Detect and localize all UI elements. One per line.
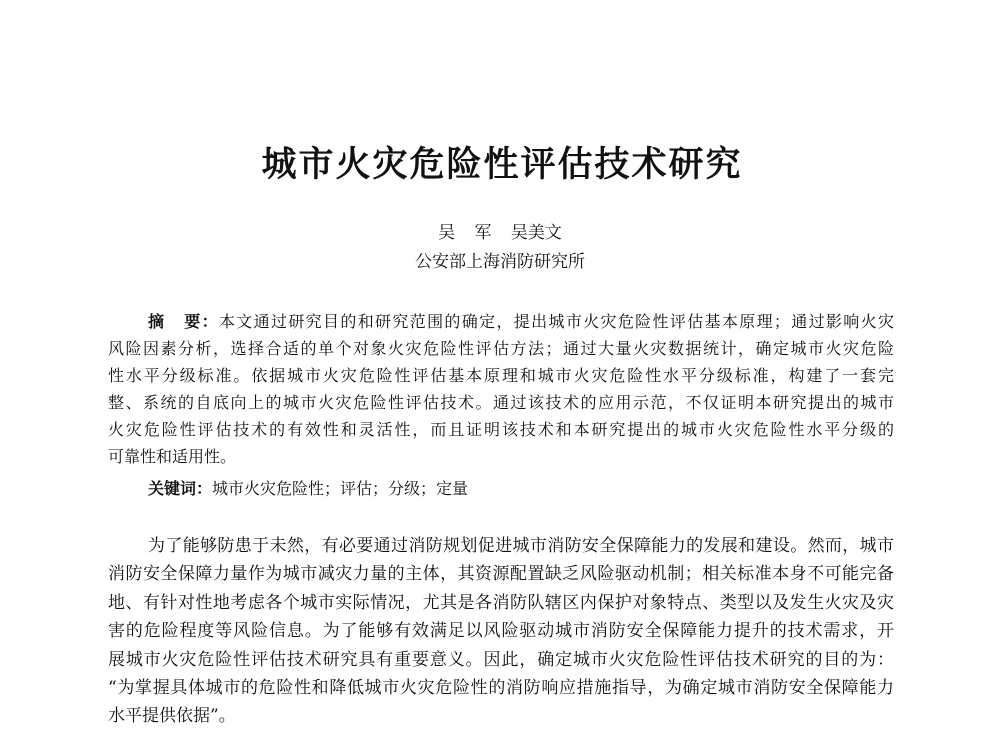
- abstract-line: 性水平分级标准。依据城市火灾危险性评估基本原理和城市火灾危险性水平分级标准，构建了一套完: [108, 366, 894, 385]
- abstract-line: 整、系统的自底向上的城市火灾危险性评估技术。通过该技术的应用示范，不仅证明本研究提出的城市: [108, 393, 894, 412]
- abstract-label: 摘 要：: [148, 312, 219, 331]
- keywords-label: 关键词：: [148, 479, 213, 498]
- abstract-line: 可靠性和适用性。: [108, 447, 237, 466]
- body-line: “为掌握具体城市的危险性和降低城市火灾危险性的消防响应措施指导，为确定城市消防安全保障能力: [108, 678, 894, 699]
- abstract-line-text: 本文通过研究目的和研究范围的确定，提出城市火灾危险性评估基本原理；通过影响火灾: [218, 312, 894, 331]
- paper-title: 城市火灾危险性评估技术研究: [261, 144, 743, 185]
- body-line: 地、有针对性地考虑各个城市实际情况，尤其是各消防队辖区内保护对象特点、类型以及发生火灾及灾: [108, 592, 894, 613]
- body-line: 为了能够防患于未然，有必要通过消防规划促进城市消防安全保障能力的发展和建设。然而，城市: [148, 536, 894, 556]
- abstract-section: [108, 308, 894, 470]
- body-line: 害的危险程度等风险信息。为了能够有效满足以风险驱动城市消防安全保障能力提升的技术需求，开: [108, 621, 894, 642]
- abstract-line: 风险因素分析，选择合适的单个对象火灾危险性评估方法；通过大量火灾数据统计，确定城市火灾危险: [108, 339, 894, 358]
- body-line: 消防安全保障力量作为城市减灾力量的主体，其资源配置缺乏风险驱动机制；相关标准本身不可能完备: [108, 564, 894, 585]
- body-line: 水平提供依据”。: [108, 706, 236, 727]
- body-line: 展城市火灾危险性评估技术研究具有重要意义。因此，确定城市火灾危险性评估技术研究的目的为：: [108, 649, 894, 670]
- keywords-section: [148, 475, 894, 502]
- author-names: 吴 军 吴美文: [438, 223, 562, 243]
- abstract-line: [108, 308, 894, 335]
- author-affiliation: 公安部上海消防研究所: [415, 252, 585, 272]
- body-paragraph: [108, 532, 894, 731]
- keywords-text: 城市火灾危险性；评估；分级；定量: [212, 479, 469, 498]
- abstract-line: 火灾危险性评估技术的有效性和灵活性，而且证明该技术和本研究提出的城市火灾危险性水平分级的: [108, 420, 894, 439]
